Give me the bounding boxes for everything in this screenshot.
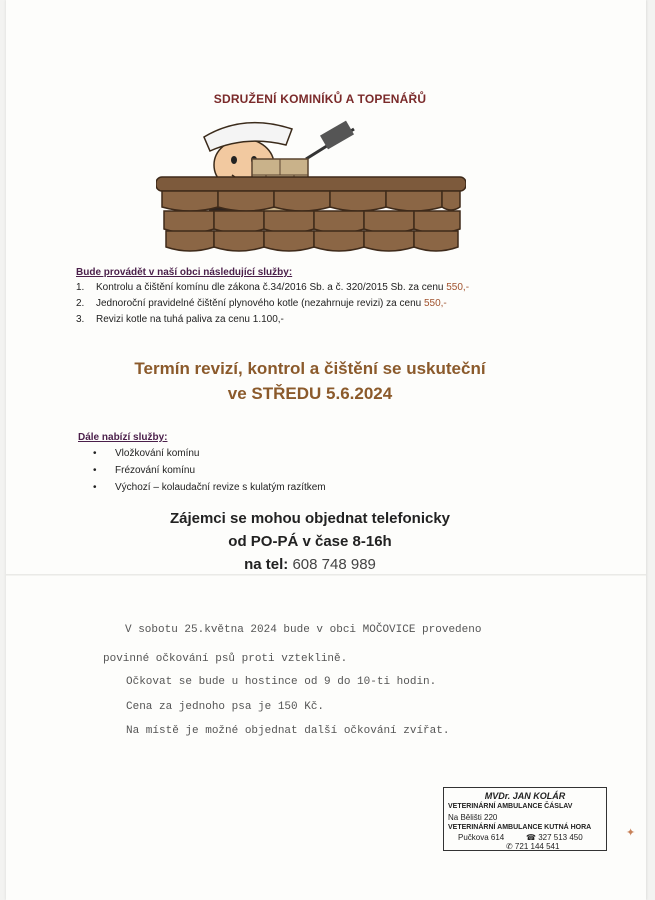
bullet-icon: • [93, 465, 97, 476]
service-text: Kontrolu a čištění komínu dle zákona č.34/2016 Sb. a č. 320/2015 Sb. za cenu [96, 282, 447, 293]
poster-title: SDRUŽENÍ KOMINÍKŮ A TOPENÁŘŮ [213, 92, 427, 106]
bullet-icon: • [93, 448, 97, 459]
contact-line-2: od PO-PÁ v čase 8-16h [228, 533, 392, 550]
service-price: 550,- [446, 282, 470, 293]
services-list [76, 281, 469, 329]
service-price: 550,- [423, 298, 447, 309]
list-item [93, 446, 326, 463]
notice-line: Na místě je možné objednat další očkování zvířat. [126, 725, 450, 737]
ink-mark: ✦ [626, 827, 636, 839]
list-item [76, 297, 469, 313]
more-service-text: Frézování komínu [115, 465, 196, 476]
stamp-clinic-1: VETERINÁRNÍ AMBULANCE ČÁSLAV [448, 803, 573, 810]
stamp-phone-2: ✆ 721 144 541 [506, 842, 560, 851]
more-service-text: Výchozí – kolaudační revize s kulatým razítkem [115, 482, 326, 493]
stamp-address-2: Pučkova 614 [458, 833, 505, 842]
phone-label: na tel: [244, 556, 289, 573]
more-services-heading: Dále nabízí služby: [78, 432, 168, 443]
appointment-line-2: ve STŘEDU 5.6.2024 [227, 384, 393, 403]
service-text: Jednoroční pravidelné čištění plynového kotle (nezahrnuje revizi) za cenu [96, 298, 424, 309]
appointment-line-1: Termín revizí, kontrol a čištění se uskuteční [134, 359, 486, 378]
notice-line: Cena za jednoho psa je 150 Kč. [126, 701, 325, 713]
stamp-address-1: Na Bělišti 220 [448, 813, 498, 822]
stamp-phone-1: ☎ 327 513 450 [526, 833, 583, 842]
service-number: 3. [76, 314, 85, 325]
contact-line-1: Zájemci se mohou objednat telefonicky [169, 510, 451, 527]
stamp-name: MVDr. JAN KOLÁR [484, 791, 566, 801]
notice-line: V sobotu 25.května 2024 bude v obci MOČOVICE provedeno [125, 624, 482, 636]
list-item [76, 313, 469, 329]
contact-info [0, 507, 620, 576]
appointment-date [0, 356, 620, 406]
contact-phone-line [0, 553, 620, 576]
list-item [93, 480, 326, 497]
service-number: 1. [76, 282, 85, 293]
service-text: Revizi kotle na tuhá paliva za cenu 1.100,- [96, 314, 284, 325]
chimney-sweep-illustration [156, 115, 466, 255]
list-item [93, 463, 326, 480]
roof-tiles [156, 177, 466, 251]
list-item [76, 281, 469, 297]
more-services-list [93, 446, 326, 497]
bullet-icon: • [93, 482, 97, 493]
more-service-text: Vložkování komínu [115, 448, 200, 459]
phone-number: 608 748 989 [292, 556, 376, 573]
service-number: 2. [76, 298, 85, 309]
services-heading: Bude provádět v naší obci následující služby: [76, 267, 293, 278]
notice-line: povinné očkování psů proti vzteklině. [103, 653, 348, 665]
stamp-clinic-2: VETERINÁRNÍ AMBULANCE KUTNÁ HORA [448, 824, 592, 831]
notice-line: Očkovat se bude u hostince od 9 do 10-ti hodin. [126, 676, 437, 688]
veterinary-stamp [443, 787, 607, 851]
